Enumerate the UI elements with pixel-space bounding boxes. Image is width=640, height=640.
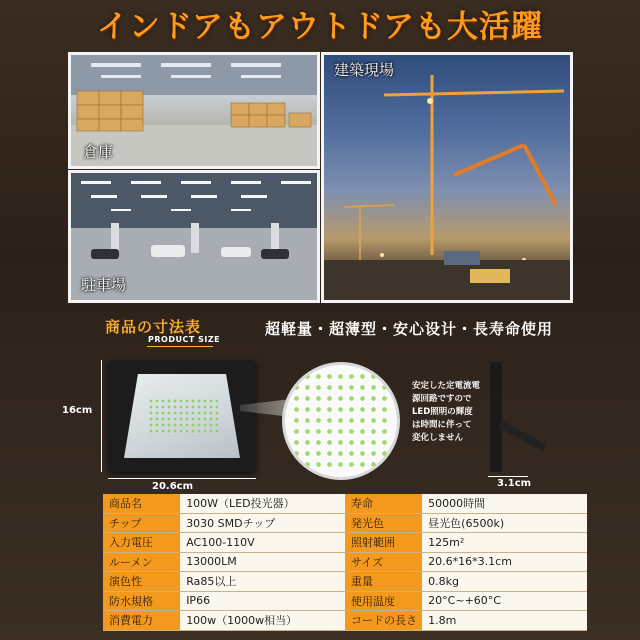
spec-key: コードの長さ bbox=[345, 611, 422, 631]
stability-note bbox=[412, 380, 480, 445]
table-row bbox=[103, 572, 587, 592]
spec-key: サイズ bbox=[345, 552, 422, 572]
warehouse-label: 倉庫 bbox=[83, 143, 114, 161]
table-row bbox=[103, 513, 587, 533]
construction-label: 建築現場 bbox=[334, 61, 395, 79]
table-row bbox=[103, 591, 587, 611]
spec-key: ルーメン bbox=[103, 552, 180, 572]
width-dimension: 20.6cm bbox=[152, 481, 194, 492]
spec-value: 100w（1000w相当） bbox=[180, 611, 345, 631]
spec-value: 0.8kg bbox=[422, 572, 587, 592]
spec-key: 商品名 bbox=[103, 494, 180, 513]
table-row bbox=[103, 494, 587, 513]
parking-label: 駐車場 bbox=[81, 276, 127, 294]
spec-value: Ra85以上 bbox=[180, 572, 345, 592]
spec-key: 重量 bbox=[345, 572, 422, 592]
spec-value: 100W（LED投光器） bbox=[180, 494, 345, 513]
spec-value: 13000LM bbox=[180, 552, 345, 572]
spec-key: 消費電力 bbox=[103, 611, 180, 631]
note-line: LED照明の輝度 bbox=[412, 407, 473, 417]
section-subtitle: PRODUCT SIZE bbox=[148, 335, 221, 344]
note-line: 源回路ですので bbox=[412, 394, 472, 404]
table-row bbox=[103, 552, 587, 572]
feature-list: 超軽量・超薄型・安心设计・長寿命使用 bbox=[265, 320, 554, 338]
spec-value: 20.6*16*3.1cm bbox=[422, 552, 587, 572]
spec-key: 使用温度 bbox=[345, 591, 422, 611]
spec-key: チップ bbox=[103, 513, 180, 533]
spec-value: AC100-110V bbox=[180, 533, 345, 553]
spec-key: 演色性 bbox=[103, 572, 180, 592]
spec-value: 昼光色(6500k) bbox=[422, 513, 587, 533]
floodlight-side bbox=[490, 362, 502, 472]
note-line: 安定した定電流電 bbox=[412, 381, 481, 391]
note-line: は時間に伴って bbox=[412, 420, 472, 430]
spec-key: 発光色 bbox=[345, 513, 422, 533]
depth-line bbox=[488, 476, 528, 477]
construction-photo bbox=[321, 52, 573, 303]
section-underline bbox=[147, 346, 213, 347]
construction-illustration bbox=[324, 55, 570, 300]
spec-value: 3030 SMDチップ bbox=[180, 513, 345, 533]
led-zoom-grid bbox=[291, 371, 391, 471]
spec-table bbox=[103, 494, 587, 631]
section-title: 商品の寸法表 bbox=[105, 318, 202, 336]
spec-value: IP66 bbox=[180, 591, 345, 611]
height-dimension: 16cm bbox=[62, 405, 93, 416]
mounting-bracket bbox=[498, 420, 546, 451]
spec-value: 1.8m bbox=[422, 611, 587, 631]
note-line: 変化しません bbox=[412, 433, 464, 443]
spec-key: 照射範囲 bbox=[345, 533, 422, 553]
warehouse-photo bbox=[68, 52, 320, 169]
depth-dimension: 3.1cm bbox=[497, 478, 532, 489]
led-zoom-circle bbox=[282, 362, 400, 480]
spec-value: 20°C~+60°C bbox=[422, 591, 587, 611]
floodlight-front bbox=[108, 360, 256, 472]
led-array bbox=[148, 398, 218, 436]
spec-key: 寿命 bbox=[345, 494, 422, 513]
table-row bbox=[103, 611, 587, 631]
spec-key: 入力電圧 bbox=[103, 533, 180, 553]
parking-photo bbox=[68, 170, 320, 303]
spec-key: 防水規格 bbox=[103, 591, 180, 611]
headline: インドアもアウトドアも大活躍 bbox=[96, 9, 544, 45]
width-line bbox=[108, 478, 256, 479]
spec-value: 125m² bbox=[422, 533, 587, 553]
spec-value: 50000時間 bbox=[422, 494, 587, 513]
table-row bbox=[103, 533, 587, 553]
height-line bbox=[101, 360, 102, 472]
floodlight-lens bbox=[124, 374, 240, 458]
